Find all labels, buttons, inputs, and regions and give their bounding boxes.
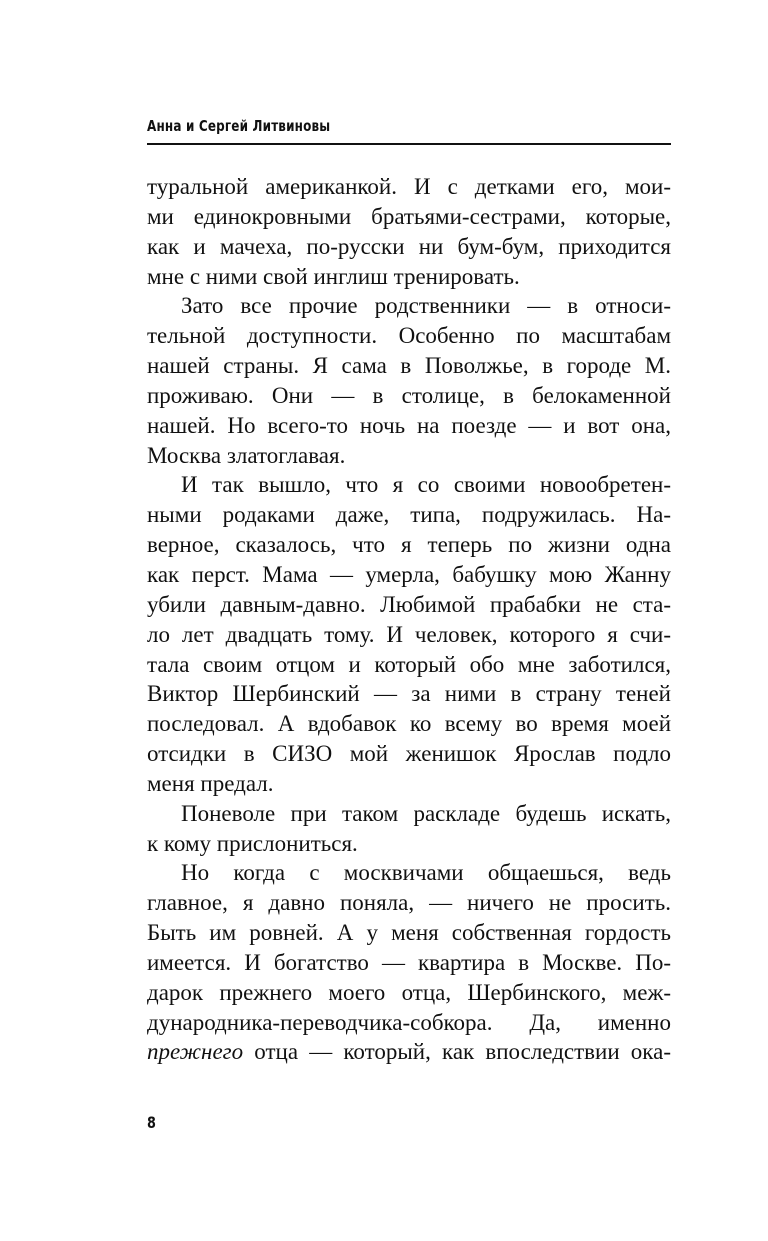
text-line: дарок прежнего моего отца, Шербинского, меж- [147, 979, 671, 1005]
text-line: верное, сказалось, что я теперь по жизни одна [147, 532, 671, 558]
text-line: дународника-переводчика-собкора. Да, именно [147, 1009, 671, 1035]
body-text [147, 172, 671, 1067]
text-line: Поневоле при таком раскладе будешь искать, [181, 800, 671, 826]
text-line: ло лет двадцать тому. И человек, которого я счи- [147, 621, 671, 647]
text-line: Москва златоглавая. [147, 442, 346, 468]
text-line: проживаю. Они — в столице, в белокаменной [147, 382, 671, 408]
text-line: главное, я давно поняла, — ничего не просить. [147, 890, 671, 916]
text-line: ми единокровными братьями-сестрами, которые, [147, 203, 671, 229]
text-line: имеется. И богатство — квартира в Москве. По- [147, 949, 671, 975]
text-line: И так вышло, что я со своими новообретен- [181, 472, 671, 498]
text-line: отсидки в СИЗО мой женишок Ярослав подло [147, 741, 671, 767]
text-line: нашей страны. Я сама в Поволжье, в городе М. [147, 353, 671, 379]
text-line: мне с ними свой инглиш тренировать. [147, 263, 520, 289]
text-line [147, 1037, 671, 1067]
text-line: тельной доступности. Особенно по масштабам [147, 323, 671, 349]
text-line: Быть им ровней. А у меня собственная гордость [147, 920, 671, 946]
text-line: Зато все прочие родственники — в относи- [181, 293, 671, 319]
text-line: к кому прислониться. [147, 830, 358, 856]
page-number: 8 [147, 1113, 156, 1132]
text-line: убили давным-давно. Любимой прабабки не ста- [147, 591, 671, 617]
text-line: туральной американкой. И с детками его, мои- [147, 174, 671, 199]
header-rule [147, 143, 671, 145]
text-line: меня предал. [147, 770, 274, 796]
text-line: Но когда с москвичами общаешься, ведь [181, 860, 671, 886]
running-head: Анна и Сергей Литвиновы [147, 117, 331, 135]
line-rest: отца — который, как впоследствии ока- [243, 1039, 671, 1065]
text-line: нашей. Но всего-то ночь на поезде — и вот она, [147, 412, 671, 438]
text-line: как перст. Мама — умерла, бабушку мою Жанну [147, 561, 671, 587]
text-line: ными родаками даже, типа, подружилась. На- [147, 502, 671, 528]
text-line: Виктор Шербинский — за ними в страну теней [147, 681, 671, 707]
text-line: тала своим отцом и который обо мне заботился, [147, 651, 671, 677]
italic-word: прежнего [147, 1039, 244, 1065]
text-line: последовал. А вдобавок ко всему во время моей [147, 711, 671, 737]
text-line: как и мачеха, по-русски ни бум-бум, приходится [147, 233, 671, 259]
